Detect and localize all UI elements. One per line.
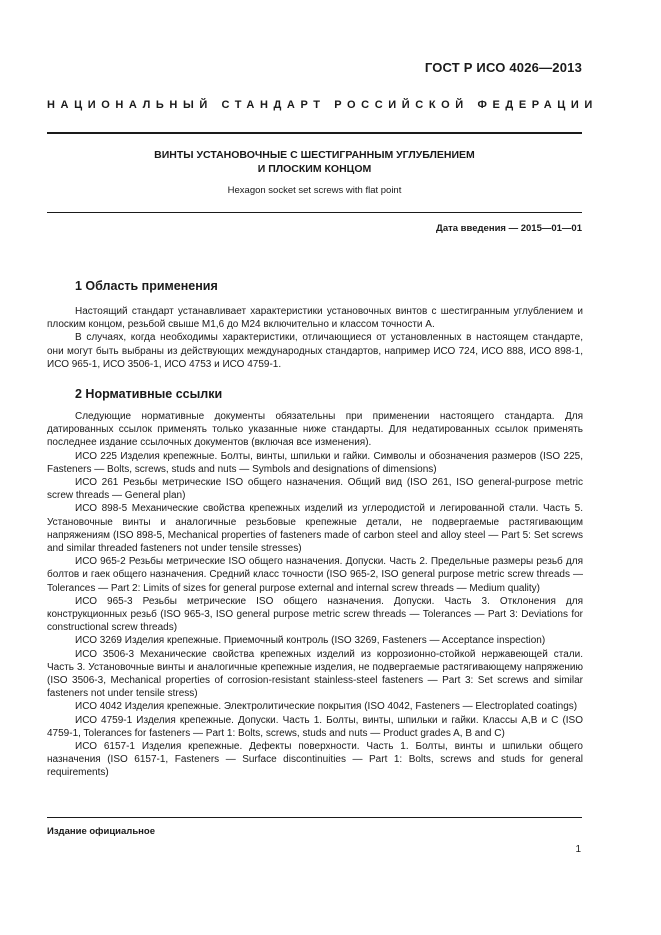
section-body-scope [47,305,583,371]
section-heading-references: 2 Нормативные ссылки [75,387,223,401]
reference-item: ИСО 4042 Изделия крепежные. Электролитические покрытия (ISO 4042, Fasteners — Electroplated coatings) [75,701,578,713]
paragraph: Настоящий стандарт устанавливает характеристики установочных винтов с шестигранным углублением и плоским концом, резьбой свыше М1,6 до М24 включительно и классом точности А. [47,306,583,331]
section-heading-scope: 1 Область применения [75,279,218,293]
title-line-2: И ПЛОСКИМ КОНЦОМ [257,163,372,175]
page-number: 1 [575,844,581,855]
reference-item: ИСО 965-2 Резьбы метрические ISO общего назначения. Допуски. Часть 2. Предельные размеры резьб для болтов и гаек общего назначения. Средний класс точности (ISO 965-2, ISO general purpose metric screw threads — Tolerances — Part 2: Limits of sizes for general purpose external and internal screw threads — Medium quality) [47,556,583,594]
english-title: Hexagon socket set screws with flat point [227,185,402,196]
document-code: ГОСТ Р ИСО 4026—2013 [424,60,582,75]
footer-divider [47,817,582,818]
introduction-date: Дата введения — 2015—01—01 [436,223,582,234]
official-edition-label: Издание официальное [47,826,155,837]
document-title [47,148,582,176]
reference-item: ИСО 225 Изделия крепежные. Болты, винты, шпильки и гайки. Символы и обозначения размеров (ISO 225, Fasteners — Bolts, screws, studs and nuts — Symbols and designations of dimensions) [47,450,583,475]
reference-item: ИСО 261 Резьбы метрические ISO общего назначения. Общий вид (ISO 261, ISO general-purpose metric screw threads — General plan) [47,477,583,502]
reference-item: ИСО 6157-1 Изделия крепежные. Дефекты поверхности. Часть 1. Болты, винты и шпильки общего назначения (ISO 6157-1, Fasteners — Surface discontinuities — Part 1: Bolts, screws and studs for general requirements) [47,741,583,779]
paragraph: В случаях, когда необходимы характеристики, отличающиеся от установленных в настоящем стандарте, они могут быть выбраны из действующих международных стандартов, например ИСО 724, ИСО 888, ИСО 898-1, ИСО 965-1, ИСО 3506-1, ИСО 4753 и ИСО 4759-1. [47,332,583,370]
reference-item: ИСО 4759-1 Изделия крепежные. Допуски. Часть 1. Болты, винты, шпильки и гайки. Классы А,В и С (ISO 4759-1, Tolerances for fasteners — Part 1: Bolts, screws, studs and nuts — Product grades A, B and C) [47,714,583,739]
title-line-1: ВИНТЫ УСТАНОВОЧНЫЕ С ШЕСТИГРАННЫМ УГЛУБЛЕНИЕМ [154,149,475,161]
national-standard-banner: НАЦИОНАЛЬНЫЙ СТАНДАРТ РОССИЙСКОЙ ФЕДЕРАЦИИ [47,99,598,111]
section-body-references [47,410,583,780]
title-divider [47,212,582,213]
header-divider [47,132,582,134]
paragraph: Следующие нормативные документы обязательны при применении настоящего стандарта. Для датированных ссылок применять только указанные ниже стандарты. Для недатированных ссылок применять последнее издание ссылочных документов (включая все изменения). [47,411,583,449]
reference-item: ИСО 3506-3 Механические свойства крепежных изделий из коррозионно-стойкой нержавеющей стали. Часть 3. Установочные винты и аналогичные крепежные изделия, не подвергаемые растягивающему напряжению (ISO 3506-3, Mechanical properties of corrosion-resistant stainless-steel fasteners — Part 3: Set screws and similar fasteners not under tensile stress) [47,648,583,700]
reference-item: ИСО 965-3 Резьбы метрические ISO общего назначения. Допуски. Часть 3. Отклонения для конструкционных резьб (ISO 965-3, ISO general purpose metric screw threads — Tolerances — Part 3: Deviations for constructional screw threads) [47,595,583,634]
reference-item: ИСО 898-5 Механические свойства крепежных изделий из углеродистой и легированной стали. Часть 5. Установочные винты и аналогичные резьбовые крепежные детали, не подвергаемые растягивающим напряжениям (ISO 898-5, Mechanical properties of fasteners made of carbon steel and alloy steel — Part 5: Set screws and similar threaded fasteners not under tensile stresses) [47,503,583,555]
reference-item: ИСО 3269 Изделия крепежные. Приемочный контроль (ISO 3269, Fasteners — Acceptance inspection) [75,635,546,647]
